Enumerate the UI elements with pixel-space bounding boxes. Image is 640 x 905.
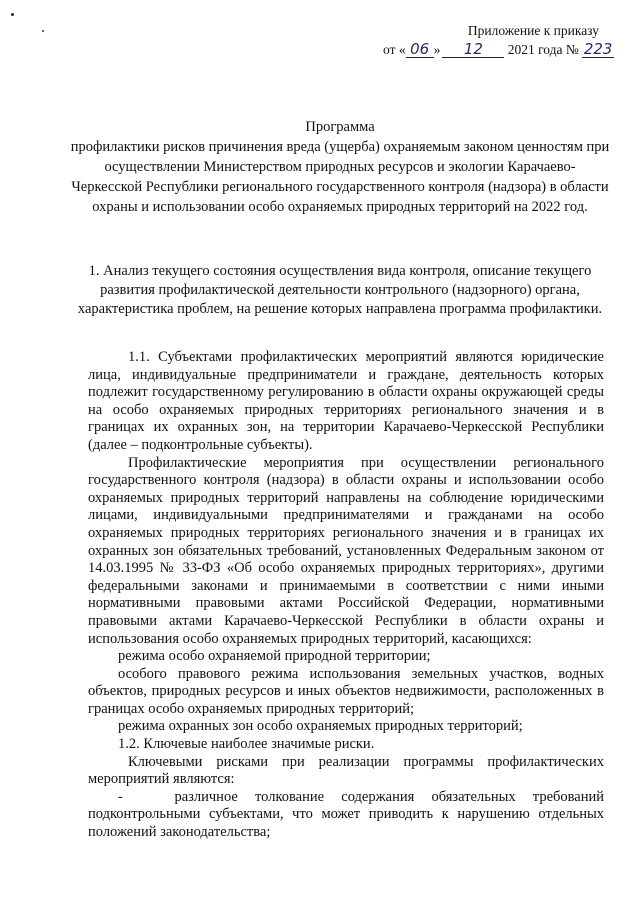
- handwritten-order-number: 223: [583, 40, 613, 58]
- section-heading: 1. Анализ текущего состояния осуществления вида контроля, описание текущего развития профилактической деятельности контрольного (надзорного) органа, характеристика проблем, на решение которых направлена программа профилактики.: [77, 263, 603, 317]
- list-item: режима охранных зон особо охраняемых природных территорий;: [118, 718, 523, 735]
- annex-year: 2021 года №: [507, 42, 579, 57]
- paragraph: Профилактические мероприятия при осуществлении регионального государственного контроля (надзора) в области охраны и использовании особо охраняемых природных территорий направлены на соблюдение юридическими лицами, индивидуальными предпринимателями и гражданами на особо охраняемых природных территориях регионального значения и в границах их охранных зон обязательных требований, установленных Федеральным законом от 14.03.1995 № 33-ФЗ «Об особо охраняемых природных территориях», другими федеральными законами и принимаемыми в соответствии с ними иными нормативными правовыми актами Российской Федерации, нормативными правовыми актами Карачаево-Черкесской Республики в области охраны и использования особо охраняемых природных территорий, касающихся:: [88, 454, 604, 647]
- annex-title: Приложение к приказу: [467, 23, 599, 38]
- handwritten-day: 06: [406, 42, 434, 58]
- annex-header: [383, 22, 613, 58]
- paragraph: Ключевыми рисками при реализации программы профилактических мероприятий являются:: [88, 753, 604, 788]
- handwritten-month: 12: [442, 42, 504, 58]
- paragraph: 1.1. Субъектами профилактических мероприятий являются юридические лица, индивидуальные предприниматели и граждане, деятельность которых подлежит государственному регулированию в области охраны окружающей среды на особо охраняемых природных территориях регионального значения и в границах их охранных зон, на территории Карачаево-Черкесской Республики (далее – подконтрольные субъекты).: [88, 349, 604, 453]
- list-item: режима особо охраняемой природной территории;: [118, 648, 431, 665]
- paragraph: 1.2. Ключевые наиболее значимые риски.: [118, 736, 375, 753]
- program-title: Программа: [305, 119, 375, 135]
- paragraph: - различное толкование содержания обязательных требований подконтрольными субъектами, что может приводить к нарушению отдельных положений законодательства;: [88, 788, 604, 841]
- scan-speck: [42, 30, 44, 32]
- annex-from: от «: [383, 42, 406, 57]
- list-item: особого правового режима использования земельных участков, водных объектов, природных ресурсов и иных объектов недвижимости, расположенных в границах особо охраняемых природных территорий;: [88, 665, 604, 717]
- scan-speck: [11, 13, 14, 16]
- annex-close-quote: »: [433, 42, 441, 57]
- annex-date-line: [383, 41, 613, 58]
- program-description: профилактики рисков причинения вреда (ущерба) охраняемым законом ценностям при осуществлении Министерством природных ресурсов и экологии Карачаево-Черкесской Республики регионального государственного контроля (надзора) в области охраны и использовании особо охраняемых природных территорий на 2022 год.: [70, 139, 610, 215]
- body-text: [88, 349, 604, 842]
